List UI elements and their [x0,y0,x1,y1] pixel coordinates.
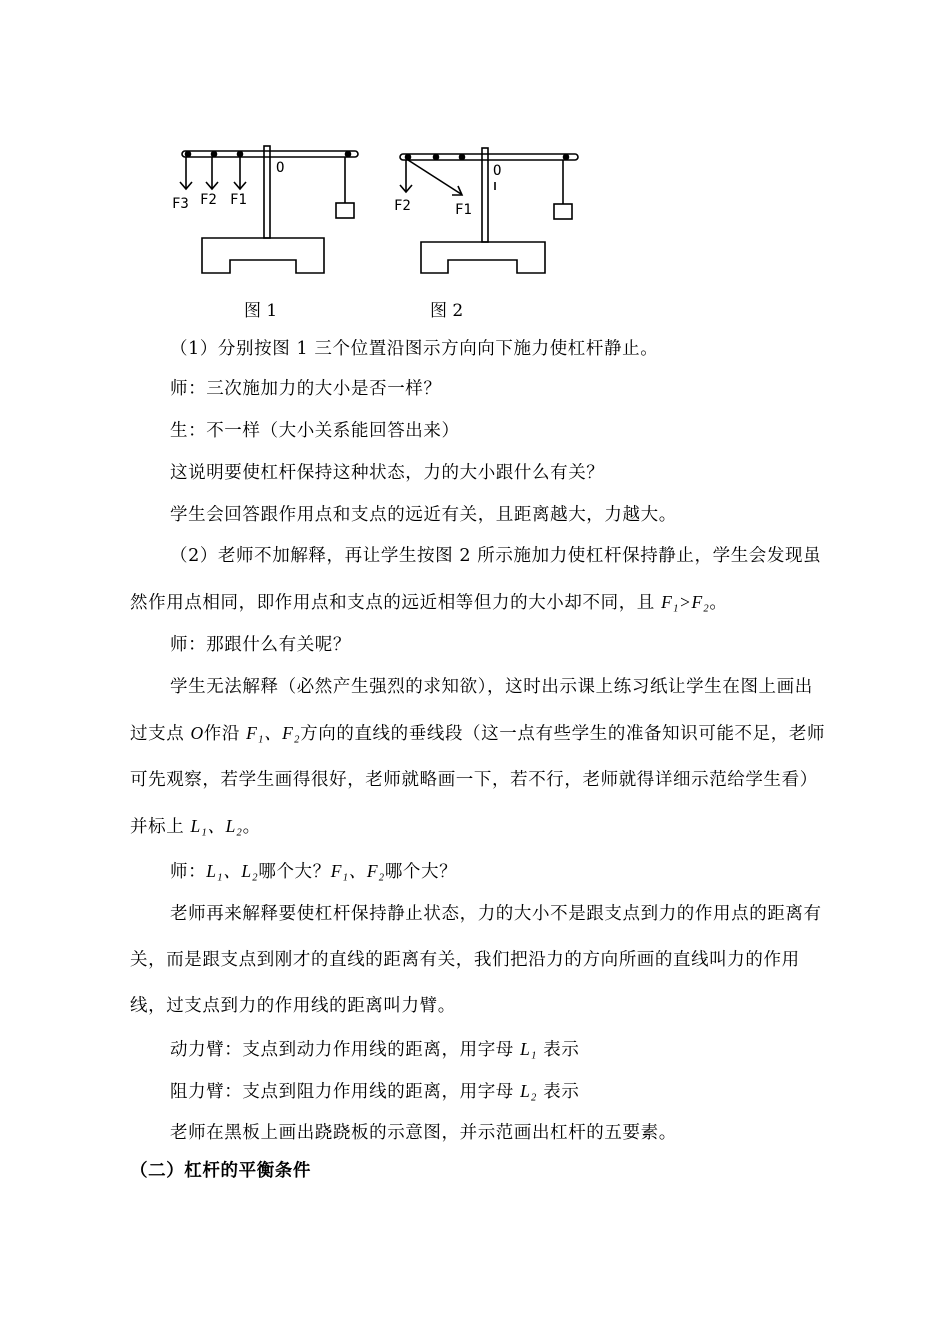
paragraph-6 [130,533,830,626]
section-heading: （二）杠杆的平衡条件 [130,1161,311,1181]
paragraph-9-a: 师： [170,862,207,882]
lever-diagram [168,138,588,288]
paragraph-9-force-symbols: F₁、F₂ [330,861,385,881]
paragraph-11-a: 动力臂：支点到动力作用线的距离，用字母 [170,1040,521,1060]
paragraph-8-arm-symbols: L₁、L₂ [190,816,243,836]
paragraph-12-symbol: L₂ [520,1081,538,1101]
stand-pole [264,146,270,238]
paragraph-13: 老师在黑板上画出跷跷板的示意图，并示范画出杠杆的五要素。 [170,1123,677,1143]
label-o-fig1: O [276,160,285,176]
paragraph-2: 师：三次施加力的大小是否一样？ [170,379,442,399]
lever-figures [168,138,588,288]
stand-pole [482,148,488,242]
label-f2: F2 [200,192,217,208]
paragraph-12 [130,1068,830,1115]
paragraph-5: 学生会回答跟作用点和支点的远近有关，且距离越大，力越大。 [170,505,677,525]
lever-figure-2 [400,148,578,273]
paragraph-8 [130,664,830,850]
caption-figure-1: 图 1 [244,301,278,321]
label-f1-fig2: F1 [455,202,472,218]
paragraph-11 [130,1026,830,1073]
paragraph-12-b: 表示 [537,1082,580,1102]
paragraph-6-text: （2）老师不加解释，再让学生按图 2 所示施加力使杠杆保持静止，学生会发现虽然作用点相同，即作用点和支点的远近相等但力的大小却不同，且 [130,546,822,613]
paragraph-6-end: 。 [709,593,728,613]
paragraph-12-a: 阻力臂：支点到阻力作用线的距离，用字母 [170,1082,521,1102]
paragraph-9-c: 哪个大？ [384,862,458,882]
paragraph-8-c: 方向的直线的垂线段（这一点有些学生的准备知识可能不足，老师可先观察，若学生画得很好，老师就略画一下，若不行，老师就得详细示范给学生看）并标上 [130,724,826,837]
paragraph-9 [130,848,830,895]
label-o-fig2: O [493,163,502,179]
paragraph-9-arm-symbols: L₁、L₂ [206,861,259,881]
paragraph-9-b: 哪个大？ [258,862,331,882]
weight-block [554,204,572,219]
paragraph-8-force-symbols: F₁、F₂ [246,723,301,743]
paragraph-6-symbol: F₁>F₂ [661,592,710,612]
paragraph-4: 这说明要使杠杆保持这种状态，力的大小跟什么有关？ [170,463,605,483]
paragraph-10: 老师再来解释要使杠杆保持静止状态，力的大小不是跟支点到力的作用点的距离有关，而是跟支点到刚才的直线的距离有关，我们把沿力的方向所画的直线叫力的作用线，过支点到力的作用线的距离叫力臂。 [130,904,822,1016]
paragraph-8-b: 作沿 [203,724,247,744]
label-f3: F3 [172,196,189,212]
caption-figure-2: 图 2 [430,301,464,321]
paragraph-11-b: 表示 [537,1040,580,1060]
paragraph-8-pivot-symbol: O [190,723,204,743]
stand-base [202,238,324,273]
paragraph-11-symbol: L₁ [520,1039,538,1059]
label-f2-fig2: F2 [394,198,411,214]
paragraph-3: 生：不一样（大小关系能回答出来） [170,421,460,441]
paragraph-8-a: 学生无法解释（必然产生强烈的求知欲），这时出示课上练习纸让学生在图上画出过支点 [130,677,813,744]
lever-beam [400,154,578,160]
stand-base [421,242,545,273]
paragraph-1: （1）分别按图 1 三个位置沿图示方向向下施力使杠杆静止。 [170,339,659,359]
label-f1: F1 [230,192,247,208]
paragraph-7: 师：那跟什么有关呢？ [170,635,351,655]
paragraph-8-d: 。 [242,817,261,837]
weight-block [336,203,354,218]
lever-figure-1 [180,146,358,273]
